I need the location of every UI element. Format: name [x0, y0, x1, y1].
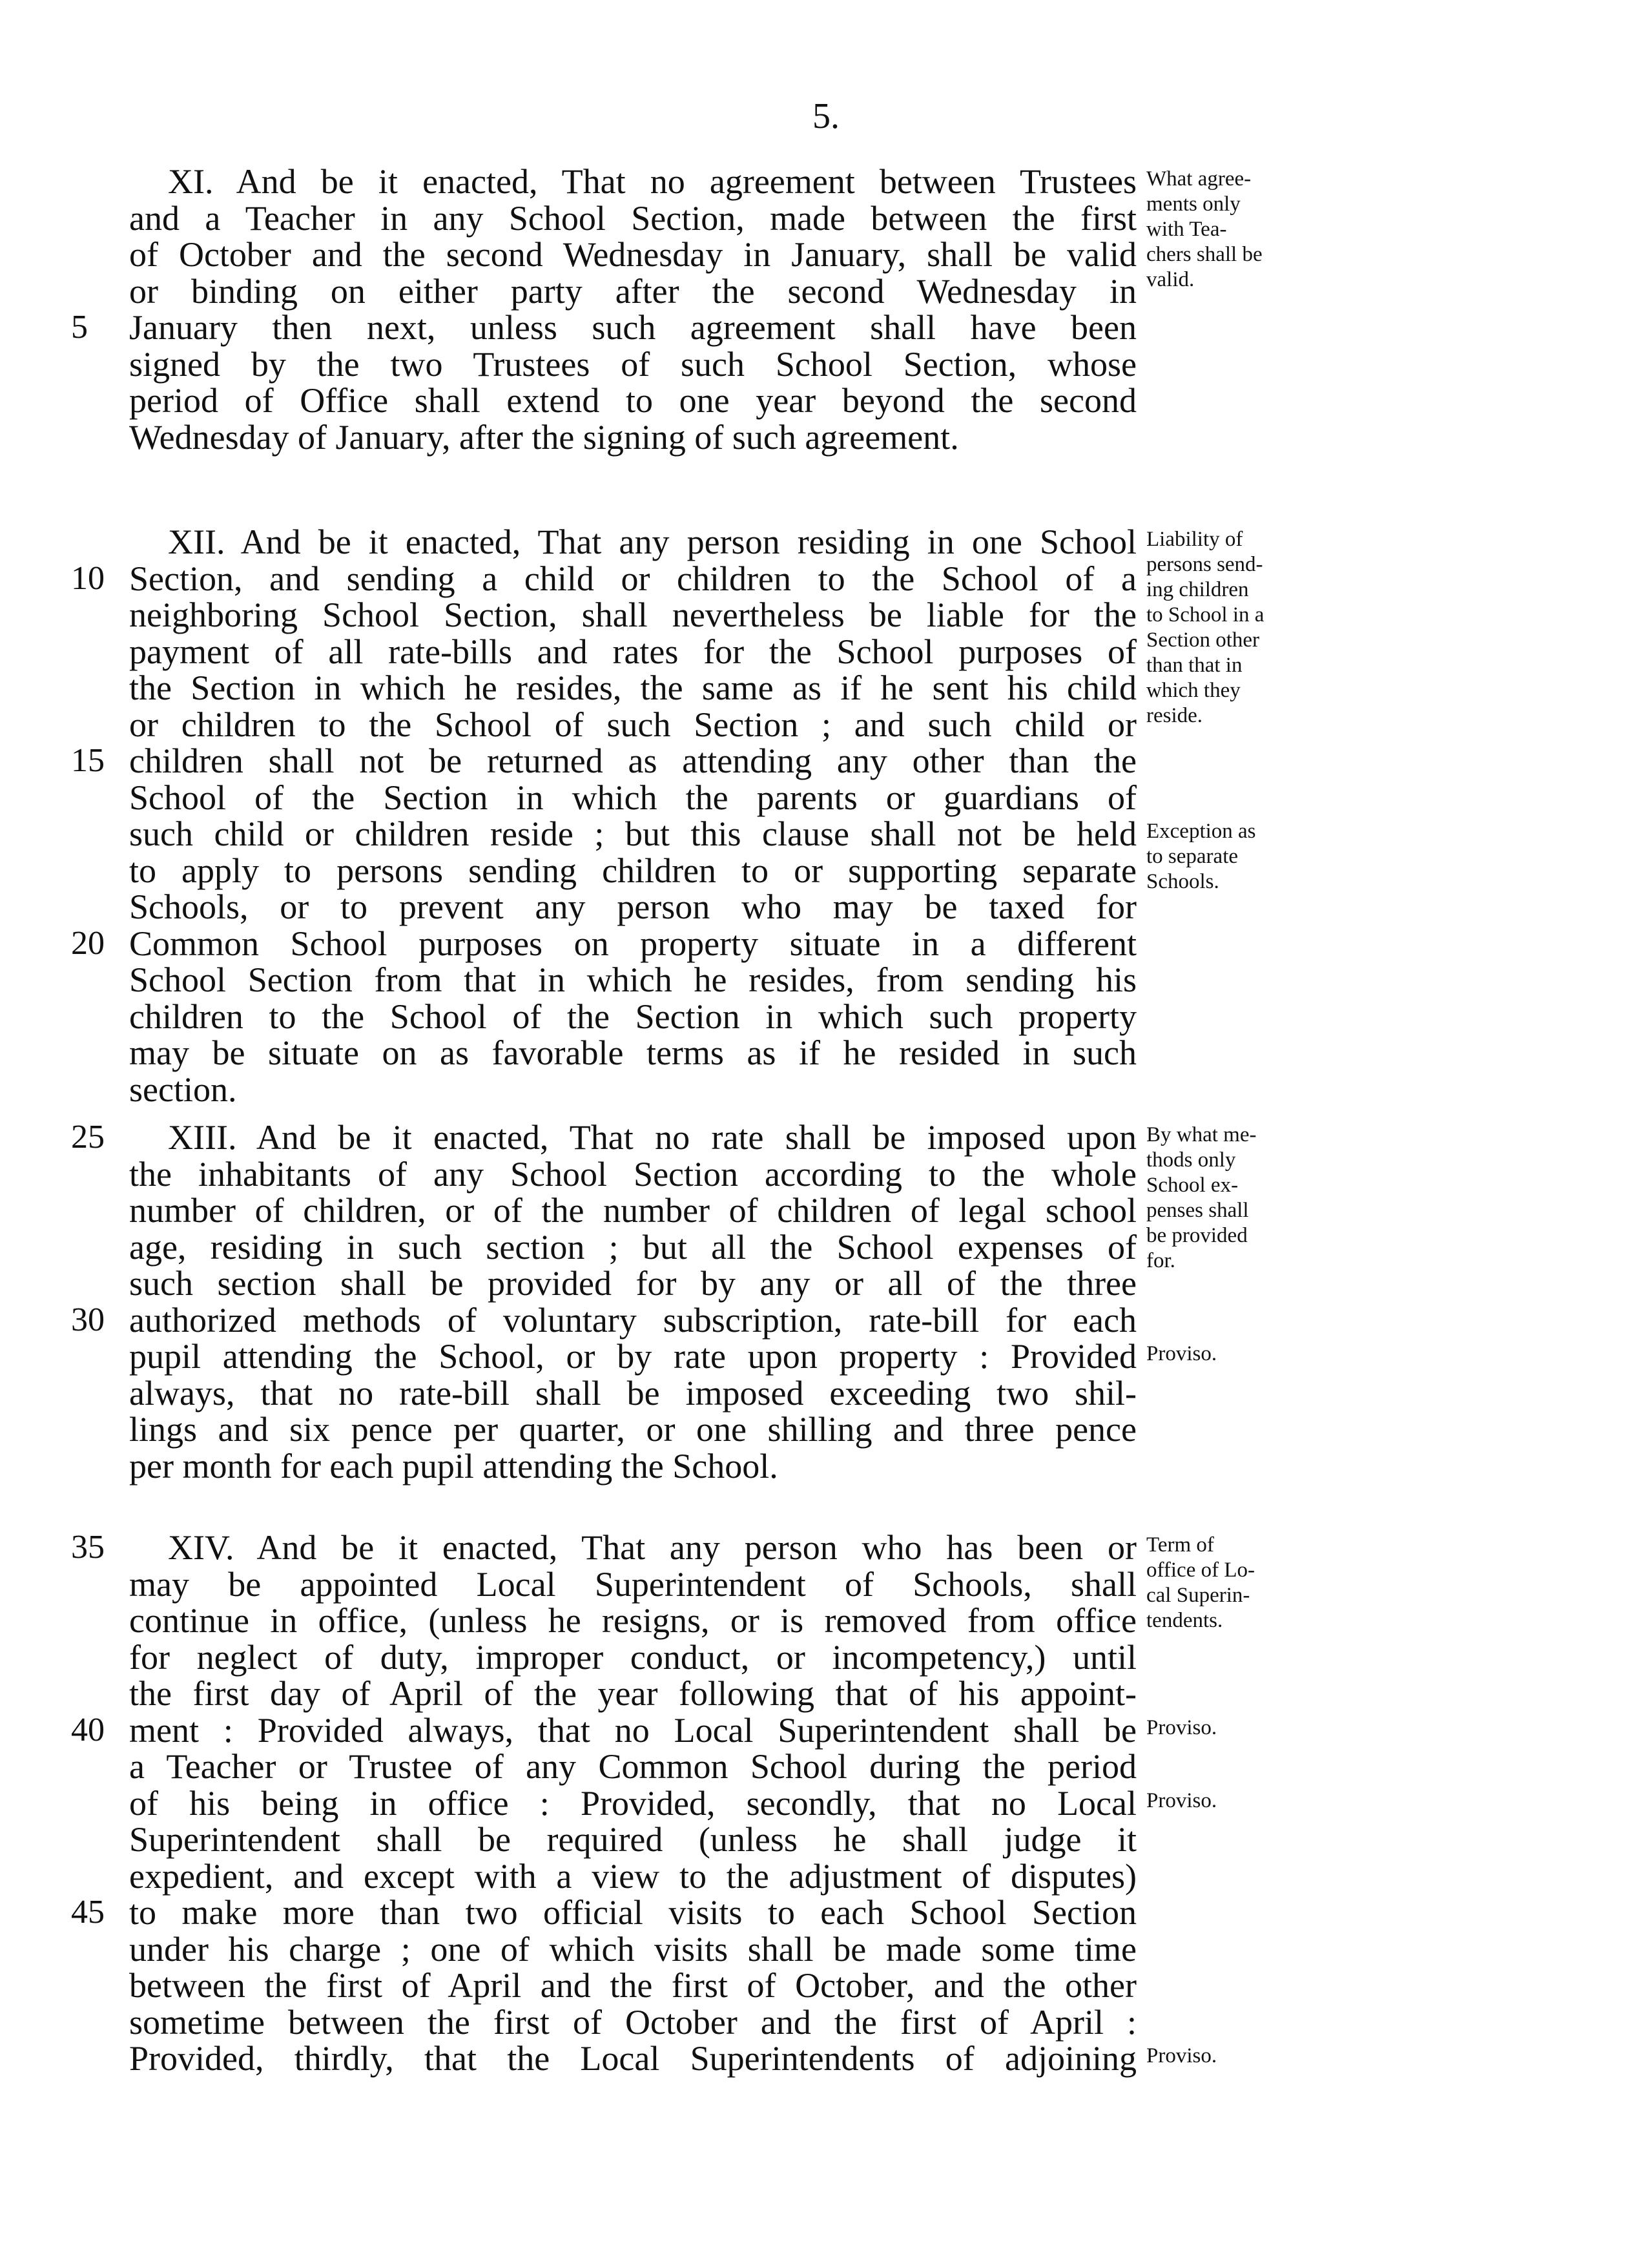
- margin-note-line: cal Superin-: [1146, 1584, 1250, 1607]
- margin-note-line: office of Lo-: [1146, 1558, 1255, 1582]
- page-number: 5.: [812, 96, 840, 136]
- margin-note: [1146, 1533, 1353, 1633]
- text-line: Provided, thirdly, that the Local Superintendents of adjoining: [129, 2039, 1137, 2078]
- text-line: expedient, and except with a view to the adjustment of disputes): [129, 1856, 1137, 1896]
- text-line: and a Teacher in any School Section, made between the first: [129, 198, 1137, 238]
- margin-note-line: What agree-: [1146, 167, 1252, 191]
- text-line: pupil attending the School, or by rate upon property : Provided: [129, 1337, 1137, 1376]
- margin-note-line: Schools.: [1146, 870, 1219, 893]
- margin-note-line: persons send-: [1146, 553, 1263, 576]
- text-line: always, that no rate-bill shall be imposed exceeding two shil-: [129, 1373, 1137, 1413]
- margin-note-line: Proviso.: [1146, 1788, 1217, 1812]
- margin-note: [1146, 167, 1353, 293]
- margin-note: [1146, 527, 1353, 729]
- margin-note-line: Exception as: [1146, 820, 1256, 843]
- text-line: children shall not be returned as attending any other than the: [129, 741, 1137, 780]
- margin-note: [1146, 2044, 1353, 2069]
- margin-note-line: Term of: [1146, 1533, 1214, 1557]
- text-line: per month for each pupil attending the School.: [129, 1446, 778, 1486]
- margin-note-line: chers shall be: [1146, 243, 1263, 266]
- margin-note-line: Proviso.: [1146, 2044, 1217, 2067]
- margin-note: [1146, 1715, 1353, 1741]
- margin-note-line: than that in: [1146, 654, 1243, 677]
- text-line: for neglect of duty, improper conduct, or incompetency,) until: [129, 1637, 1137, 1677]
- text-line: Common School purposes on property situate in a different: [129, 924, 1137, 963]
- text-line: a Teacher or Trustee of any Common School during the period: [129, 1747, 1137, 1786]
- line-number: 45: [71, 1894, 105, 1931]
- text-line: continue in office, (unless he resigns, or is removed from office: [129, 1601, 1137, 1640]
- margin-note-line: which they: [1146, 679, 1241, 702]
- margin-note-line: to School in a: [1146, 603, 1265, 626]
- text-line: of his being in office : Provided, secondly, that no Local: [129, 1783, 1137, 1823]
- text-line: Section, and sending a child or children to the School of a: [129, 559, 1137, 598]
- text-line: School Section from that in which he resides, from sending his: [129, 960, 1137, 999]
- text-line: age, residing in such section ; but all the School expenses of: [129, 1227, 1137, 1267]
- text-line: or children to the School of such Section ; and such child or: [129, 705, 1137, 744]
- text-line: School of the Section in which the parents or guardians of: [129, 778, 1137, 817]
- text-line: XIV. And be it enacted, That any person who has been or: [168, 1528, 1137, 1567]
- line-number: 25: [71, 1119, 105, 1155]
- margin-note-line: valid.: [1146, 268, 1195, 291]
- margin-note-line: to separate: [1146, 845, 1239, 868]
- margin-note-line: for.: [1146, 1249, 1175, 1272]
- margin-note-line: Proviso.: [1146, 1342, 1217, 1365]
- text-line: section.: [129, 1070, 237, 1109]
- text-line: ment : Provided always, that no Local Superintendent shall be: [129, 1710, 1137, 1750]
- margin-note-line: thods only: [1146, 1148, 1236, 1172]
- text-line: or binding on either party after the second Wednesday in: [129, 271, 1137, 311]
- line-number: 30: [71, 1301, 105, 1338]
- margin-note: [1146, 1123, 1353, 1274]
- text-line: lings and six pence per quarter, or one shilling and three pence: [129, 1410, 1137, 1449]
- text-line: the first day of April of the year following that of his appoint-: [129, 1674, 1137, 1713]
- text-line: Superintendent shall be required (unless he shall judge it: [129, 1820, 1137, 1859]
- margin-note-line: School ex-: [1146, 1174, 1239, 1197]
- margin-note-line: ing children: [1146, 578, 1249, 601]
- text-line: between the first of April and the first of October, and the other: [129, 1966, 1137, 2005]
- text-line: such child or children reside ; but this clause shall not be held: [129, 814, 1137, 853]
- line-number: 10: [71, 559, 105, 597]
- text-line: XII. And be it enacted, That any person residing in one School: [168, 523, 1137, 561]
- text-line: such section shall be provided for by any or all of the three: [129, 1264, 1137, 1303]
- text-line: the inhabitants of any School Section according to the whole: [129, 1154, 1137, 1194]
- text-line: Wednesday of January, after the signing of such agreement.: [129, 417, 959, 457]
- margin-note-line: penses shall: [1146, 1199, 1249, 1222]
- text-line: payment of all rate-bills and rates for the School purposes of: [129, 632, 1137, 671]
- text-line: to apply to persons sending children to or supporting separate: [129, 851, 1137, 890]
- text-line: January then next, unless such agreement shall have been: [129, 308, 1137, 347]
- text-line: authorized methods of voluntary subscription, rate-bill for each: [129, 1300, 1137, 1340]
- text-line: under his charge ; one of which visits shall be made some time: [129, 1929, 1137, 1969]
- text-line: signed by the two Trustees of such School Section, whose: [129, 344, 1137, 384]
- margin-note: [1146, 819, 1353, 895]
- line-number: 35: [71, 1529, 105, 1566]
- margin-note: [1146, 1341, 1353, 1367]
- line-number: 40: [71, 1711, 105, 1748]
- margin-note-line: By what me-: [1146, 1123, 1257, 1146]
- text-line: number of children, or of the number of children of legal school: [129, 1191, 1137, 1230]
- text-line: may be situate on as favorable terms as if he resided in such: [129, 1033, 1137, 1072]
- text-line: to make more than two official visits to each School Section: [129, 1893, 1137, 1932]
- line-number: 20: [71, 924, 105, 962]
- text-line: may be appointed Local Superintendent of Schools, shall: [129, 1564, 1137, 1604]
- text-line: children to the School of the Section in which such property: [129, 997, 1137, 1036]
- text-line: XIII. And be it enacted, That no rate shall be imposed upon: [168, 1118, 1137, 1157]
- margin-note-line: with Tea-: [1146, 218, 1227, 241]
- text-line: period of Office shall extend to one year beyond the second: [129, 381, 1137, 420]
- margin-note: [1146, 1788, 1353, 1814]
- line-number: 15: [71, 742, 105, 779]
- text-line: sometime between the first of October and the first of April :: [129, 2002, 1137, 2042]
- text-line: XI. And be it enacted, That no agreement between Trustees: [168, 162, 1137, 201]
- text-line: Schools, or to prevent any person who may be taxed for: [129, 887, 1137, 926]
- margin-note-line: reside.: [1146, 704, 1203, 727]
- text-line: the Section in which he resides, the same as if he sent his child: [129, 668, 1137, 707]
- margin-note-line: be provided: [1146, 1224, 1248, 1247]
- line-number: 5: [71, 309, 88, 346]
- text-line: of October and the second Wednesday in January, shall be valid: [129, 235, 1137, 274]
- margin-note-line: Section other: [1146, 628, 1260, 652]
- margin-note-line: tendents.: [1146, 1609, 1223, 1632]
- margin-note-line: Proviso.: [1146, 1715, 1217, 1739]
- margin-note-line: ments only: [1146, 192, 1241, 216]
- text-line: neighboring School Section, shall nevertheless be liable for the: [129, 595, 1137, 634]
- margin-note-line: Liability of: [1146, 528, 1243, 551]
